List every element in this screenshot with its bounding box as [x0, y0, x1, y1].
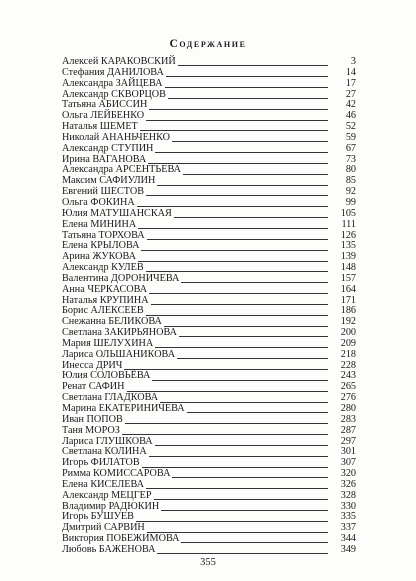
toc-entry-leader	[146, 306, 328, 317]
toc-entry-leader	[141, 241, 328, 252]
toc-entry-author: Арина ЖУКОВА	[62, 251, 137, 263]
toc-entry-page: 209	[340, 337, 356, 349]
toc-entry-leader	[127, 382, 328, 393]
toc-entry-author: Игорь ФИЛАТОВ	[62, 457, 140, 469]
toc-entry	[62, 426, 356, 437]
toc-entry-leader	[136, 512, 328, 523]
toc-entry-page: 287	[340, 424, 356, 436]
toc-entry-page: 344	[340, 533, 356, 545]
toc-entry-author: Снежанна БЕЛИКОВА	[62, 316, 162, 328]
toc-entry-page: 228	[340, 359, 356, 371]
toc-entry-page: 320	[340, 468, 356, 480]
toc-entry-author: Александр СКВОРЦОВ	[62, 88, 166, 100]
toc-entry-author: Елена МИНИНА	[62, 218, 137, 230]
toc-entry-page: 307	[340, 457, 356, 469]
toc-entry-author: Лариса ГЛУШКОВА	[62, 435, 153, 447]
toc-entry-leader	[137, 198, 328, 209]
toc-entry-page: 111	[341, 218, 356, 230]
toc-entry-page: 73	[345, 153, 356, 165]
toc-entry-leader	[181, 274, 328, 285]
toc-entry-author: Светлана ГЛАДКОВА	[62, 392, 159, 404]
toc-entry	[62, 220, 356, 231]
toc-entry-leader	[154, 491, 328, 502]
toc-entry-author: Максим САФИУЛИН	[62, 175, 156, 187]
toc-entry-leader	[147, 523, 328, 534]
toc-entry	[62, 79, 356, 90]
toc-entry-author: Юлия МАТУШАНСКАЯ	[62, 207, 172, 219]
toc-entry-page: 14	[345, 66, 356, 78]
page-title: Содержание	[169, 38, 247, 50]
toc-entry-leader	[157, 545, 328, 556]
toc-entry-leader	[149, 100, 328, 111]
toc-entry-leader	[166, 68, 328, 79]
toc-entry-page: 126	[340, 229, 356, 241]
toc-entry-leader	[149, 285, 328, 296]
toc-entry-leader	[155, 339, 328, 350]
toc-entry-page: 42	[345, 99, 356, 111]
toc-entry-leader	[178, 57, 328, 68]
toc-entry-leader	[165, 79, 328, 90]
toc-entry-leader	[125, 415, 328, 426]
toc-entry-leader	[146, 480, 328, 491]
toc-entry-page: 164	[340, 283, 356, 295]
toc-entry-author: Иван ПОПОВ	[62, 413, 123, 425]
toc-entry-author: Виктория ПОБЕЖИМОВА	[62, 533, 180, 545]
toc-entry-page: 349	[340, 543, 356, 555]
toc-entry-leader	[152, 371, 328, 382]
toc-entry-leader	[147, 231, 328, 242]
toc-entry-page: 92	[345, 186, 356, 198]
toc-entry-author: Марина ЕКАТЕРИНИЧЕВА	[62, 403, 185, 414]
toc-entry-author: Александра АРСЕНТЬЕВА	[62, 164, 181, 176]
toc-entry-leader	[138, 252, 328, 263]
toc-entry-page: 335	[340, 511, 356, 523]
toc-entry-author: Стефания ДАНИЛОВА	[62, 66, 164, 78]
toc-entry-author: Александр МЕЦГЕР	[62, 489, 152, 501]
toc-entry-page: 243	[340, 370, 356, 382]
toc-entry-author: Анна ЧЕРКАСОВА	[62, 283, 148, 295]
toc-entry-leader	[174, 209, 328, 220]
toc-entry-leader	[148, 155, 328, 166]
toc-entry-author: Александр СТУПИН	[62, 142, 154, 154]
toc-entry-page: 17	[345, 77, 356, 89]
toc-entry	[62, 350, 356, 361]
toc-entry-author: Борис АЛЕКСЕЕВ	[62, 305, 144, 317]
toc-entry-page: 276	[340, 392, 356, 404]
toc-entry-leader	[149, 447, 328, 458]
toc-entry-page: 171	[340, 294, 356, 306]
toc-entry-page: 301	[340, 446, 356, 458]
toc-entry-author: Наталья КРУПИНА	[62, 294, 149, 306]
toc-entry-leader	[122, 426, 328, 437]
toc-entry	[62, 285, 356, 296]
toc-entry-leader	[172, 469, 328, 480]
toc-entry-author: Римма КОМИССАРОВА	[62, 468, 171, 480]
toc-entry-author: Юлия СОЛОВЬЁВА	[62, 370, 151, 382]
toc-entry-page: 330	[340, 500, 356, 512]
toc-entry-leader	[142, 458, 328, 469]
table-of-contents	[62, 57, 356, 556]
toc-entry-leader	[151, 296, 328, 307]
toc-entry	[62, 144, 356, 155]
toc-entry-leader	[155, 144, 328, 155]
toc-entry-leader	[164, 317, 328, 328]
toc-entry-author: Алексей КАРАКОВСКИЙ	[62, 56, 176, 67]
toc-entry-page: 157	[340, 272, 356, 284]
toc-entry-page: 80	[345, 164, 356, 176]
toc-entry-leader	[161, 502, 328, 513]
toc-entry-author: Елена КИСЕЛЕВА	[62, 478, 145, 490]
toc-entry-author: Александр КУЛЕВ	[62, 262, 144, 274]
toc-entry-leader	[177, 350, 328, 361]
toc-entry-leader	[187, 404, 328, 415]
toc-entry-author: Татьяна ТОРХОВА	[62, 229, 145, 241]
toc-entry-author: Лариса ОЛЬШАНИКОВА	[62, 348, 176, 360]
toc-entry-leader	[155, 437, 328, 448]
page-number: 355	[200, 557, 216, 568]
toc-entry-leader	[168, 90, 328, 101]
toc-entry-page: 265	[340, 381, 356, 393]
toc-entry-leader	[183, 165, 328, 176]
toc-entry-page: 105	[340, 207, 356, 219]
toc-entry-leader	[146, 187, 328, 198]
toc-entry-page: 3	[350, 56, 356, 67]
toc-entry-leader	[181, 534, 328, 545]
toc-entry-page: 148	[340, 262, 356, 274]
toc-entry	[62, 491, 356, 502]
toc-entry-author: Светлана ЗАКИРЬЯНОВА	[62, 327, 177, 339]
toc-entry-author: Таня МОРОЗ	[62, 424, 120, 436]
toc-entry-page: 186	[340, 305, 356, 317]
toc-entry-leader	[138, 220, 328, 231]
toc-entry-leader	[172, 133, 328, 144]
toc-entry-author: Наталья ШЕМЕТ	[62, 121, 138, 133]
toc-entry-page: 326	[340, 478, 356, 490]
toc-entry-page: 297	[340, 435, 356, 447]
toc-entry-author: Ольга ФОКИНА	[62, 196, 135, 208]
toc-entry-page: 280	[340, 403, 356, 414]
toc-entry-leader	[140, 122, 328, 133]
toc-entry-author: Валентина ДОРОНИЧЕВА	[62, 272, 180, 284]
toc-entry-author: Евгений ШЕСТОВ	[62, 186, 145, 198]
toc-entry-page: 99	[345, 196, 356, 208]
toc-entry-page: 85	[345, 175, 356, 187]
toc-entry-page: 59	[345, 131, 356, 143]
toc-entry-author: Мария ШЕЛУХИНА	[62, 337, 154, 349]
toc-entry-author: Татьяна АБИССИН	[62, 99, 148, 111]
toc-entry-leader	[124, 361, 328, 372]
toc-entry-author: Любовь БАЖЕНОВА	[62, 543, 156, 555]
toc-entry-page: 52	[345, 121, 356, 133]
toc-entry-page: 192	[340, 316, 356, 328]
toc-entry-page: 200	[340, 327, 356, 339]
toc-entry-author: Владимир РАДЮКИН	[62, 500, 160, 512]
toc-entry-author: Николай АНАНЬЧЕНКО	[62, 131, 171, 143]
toc-entry-author: Елена КРЫЛОВА	[62, 240, 140, 252]
toc-entry-leader	[146, 111, 328, 122]
toc-entry-page: 67	[345, 142, 356, 154]
toc-entry-author: Дмитрий САРВИН	[62, 522, 145, 534]
toc-entry-leader	[179, 328, 328, 339]
toc-entry-page: 27	[345, 88, 356, 100]
toc-entry-page: 337	[340, 522, 356, 534]
toc-entry-author: Инесса ДРИЧ	[62, 359, 123, 371]
toc-entry-leader	[157, 176, 328, 187]
toc-entry-leader	[146, 263, 328, 274]
toc-entry-author: Ольга ЛЕЙБЕНКО	[62, 110, 145, 122]
toc-entry-page: 139	[340, 251, 356, 263]
toc-entry-author: Ренат САФИН	[62, 381, 125, 393]
toc-entry-leader	[160, 393, 328, 404]
toc-entry-page: 135	[340, 240, 356, 252]
toc-entry-author: Светлана КОЛИНА	[62, 446, 147, 458]
toc-entry-page: 328	[340, 489, 356, 501]
toc-entry-page: 46	[345, 110, 356, 122]
toc-entry	[62, 545, 356, 556]
toc-entry-page: 283	[340, 413, 356, 425]
toc-entry-author: Александра ЗАЙЦЕВА	[62, 77, 163, 89]
toc-entry-page: 218	[340, 348, 356, 360]
toc-entry-author: Ирина ВАГАНОВА	[62, 153, 147, 165]
toc-entry-author: Игорь БУШУЕВ	[62, 511, 134, 523]
